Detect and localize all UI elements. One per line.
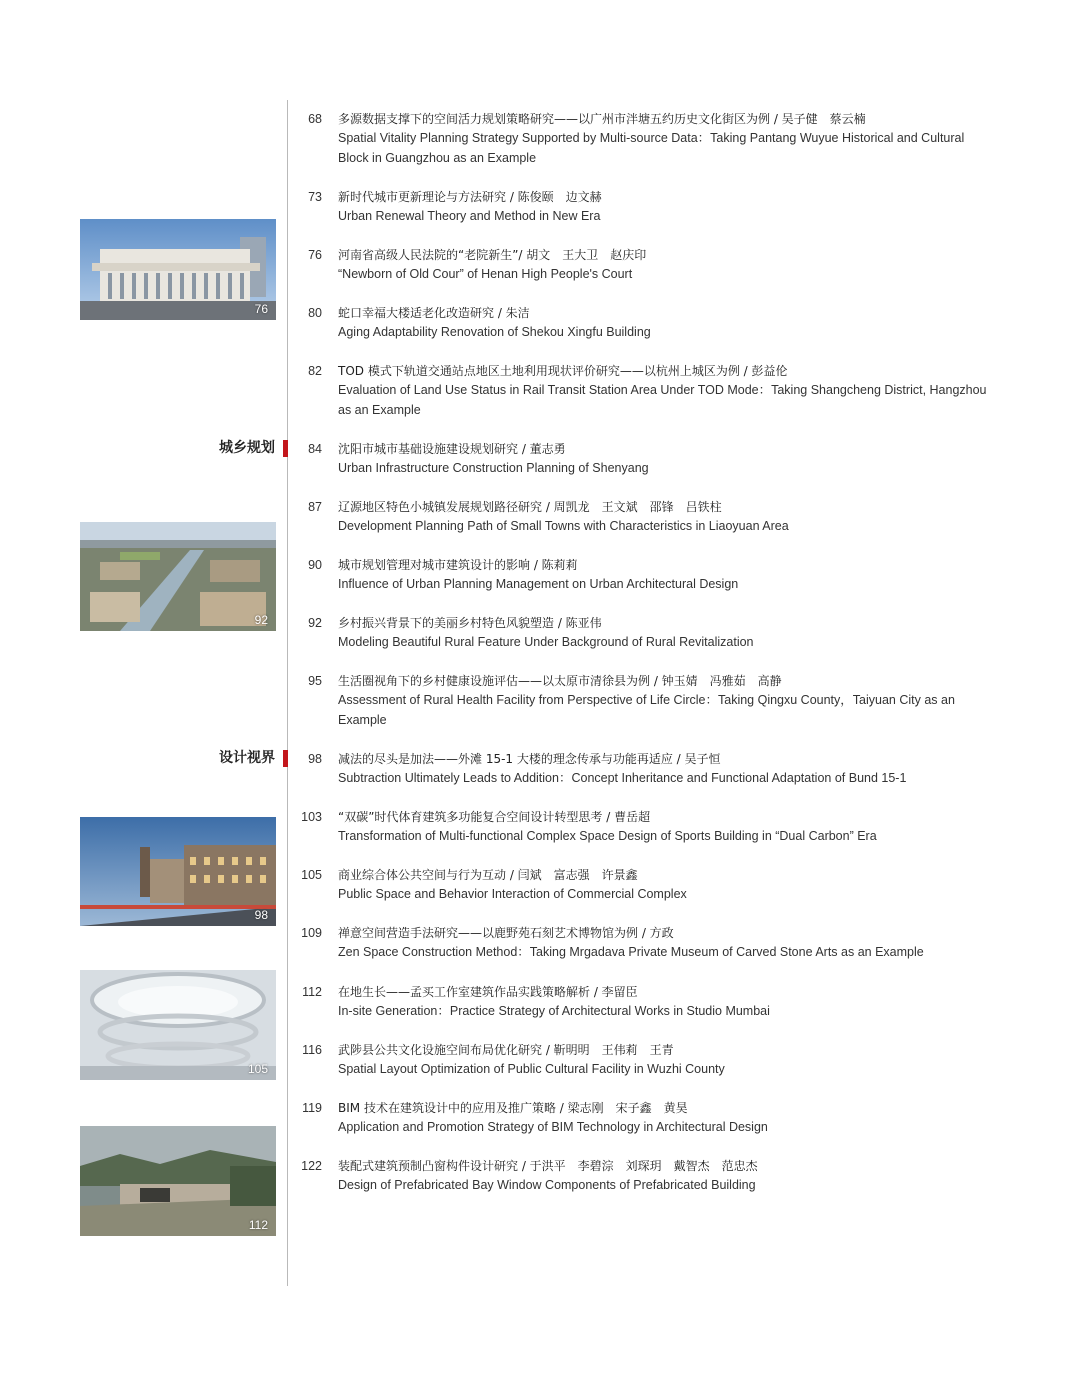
entry-page-number: 84 [308,442,322,456]
entry-title-zh: 河南省高级人民法院的“老院新生”/ 胡文 王大卫 赵庆印 [338,248,647,262]
entry-title-zh: 商业综合体公共空间与行为互动 / 闫斌 富志强 许景鑫 [338,868,638,882]
entry-title-zh: 减法的尽头是加法——外滩 15-1 大楼的理念传承与功能再适应 / 吴子恒 [338,752,721,766]
entry-title-zh: 禅意空间营造手法研究——以鹿野苑石刻艺术博物馆为例 / 方政 [338,926,674,940]
entry-title-zh: “双碳”时代体育建筑多功能复合空间设计转型思考 / 曹岳超 [338,810,651,824]
entry-title-en: Modeling Beautiful Rural Feature Under Background of Rural Revitalization [338,635,754,649]
entry-title-zh: 蛇口幸福大楼适老化改造研究 / 朱洁 [338,306,530,320]
thumbnail-court-building[interactable] [80,219,276,320]
entry-title-en: In-site Generation：Practice Strategy of Architectural Works in Studio Mumbai [338,1004,770,1018]
thumbnail-town-aerial[interactable] [80,522,276,631]
entry-title-en: Aging Adaptability Renovation of Shekou Xingfu Building [338,325,651,339]
bund-street-icon [80,817,276,926]
entry-title-en: Evaluation of Land Use Status in Rail Transit Station Area Under TOD Mode：Taking Shangcheng District, Hangzhou as an Example [338,383,987,417]
entry-page-number: 87 [308,500,322,514]
entry-title-zh: 城市规划管理对城市建筑设计的影响 / 陈莉莉 [338,558,578,572]
entry-title-en: Assessment of Rural Health Facility from Perspective of Life Circle：Taking Qingxu County，Taiyuan City as an Example [338,693,955,727]
entry-page-number: 76 [308,248,322,262]
town-aerial-icon [80,522,276,631]
thumbnail-page-number: 105 [247,1062,268,1076]
entry-page-number: 109 [301,926,322,940]
entry-title-en: Zen Space Construction Method：Taking Mrgadava Private Museum of Carved Stone Arts as an Example [338,945,924,959]
thumbnail-page-number: 112 [248,1218,268,1232]
entry-title-zh: TOD 模式下轨道交通站点地区土地利用现状评价研究——以杭州上城区为例 / 彭益伦 [338,364,788,378]
entry-page-number: 103 [301,810,322,824]
divider-line [287,100,288,1286]
stone-house-icon [80,1126,276,1236]
entry-page-number: 122 [301,1159,322,1173]
court-building-icon [80,219,276,320]
section-marker [283,750,288,767]
thumbnail-stone-house[interactable] [80,1126,276,1236]
entry-title-zh: 生活圈视角下的乡村健康设施评估——以太原市清徐县为例 / 钟玉婧 冯雅茹 高静 [338,674,782,688]
entry-title-en: Development Planning Path of Small Towns with Characteristics in Liaoyuan Area [338,519,789,533]
entry-page-number: 105 [301,868,322,882]
atrium-interior-icon [80,970,276,1080]
entry-title-zh: 在地生长——孟买工作室建筑作品实践策略解析 / 李留臣 [338,985,638,999]
entry-title-zh: 新时代城市更新理论与方法研究 / 陈俊颐 边文赫 [338,190,602,204]
entry-title-en: Spatial Vitality Planning Strategy Supported by Multi-source Data：Taking Pantang Wuyue Historical and Cultural Block in Guangzhou as an Example [338,131,965,165]
entry-title-en: Spatial Layout Optimization of Public Cultural Facility in Wuzhi County [338,1062,725,1076]
entry-page-number: 90 [308,558,322,572]
entry-title-en: “Newborn of Old Cour” of Henan High People's Court [338,267,633,281]
entry-title-en: Subtraction Ultimately Leads to Addition：Concept Inheritance and Functional Adaptation of Bund 15-1 [338,771,907,785]
entry-title-zh: 乡村振兴背景下的美丽乡村特色风貌塑造 / 陈亚伟 [338,616,602,630]
entry-title-en: Design of Prefabricated Bay Window Components of Prefabricated Building [338,1178,756,1192]
entry-page-number: 82 [308,364,322,378]
entry-page-number: 112 [302,985,322,999]
entry-title-en: Transformation of Multi-functional Complex Space Design of Sports Building in “Dual Carbon” Era [338,829,877,843]
thumbnail-page-number: 92 [254,613,268,627]
entry-title-en: Urban Renewal Theory and Method in New Era [338,209,601,223]
entry-page-number: 80 [308,306,322,320]
entry-title-zh: BIM 技术在建筑设计中的应用及推广策略 / 梁志刚 宋子鑫 黄昊 [338,1101,688,1115]
section-marker [283,440,288,457]
section-label-urban-rural-planning: 城乡规划 [219,440,275,456]
entry-title-en: Influence of Urban Planning Management on Urban Architectural Design [338,577,739,591]
entry-page-number: 92 [308,616,322,630]
entry-page-number: 68 [308,112,322,126]
entry-title-en: Application and Promotion Strategy of BIM Technology in Architectural Design [338,1120,768,1134]
entry-page-number: 73 [308,190,322,204]
entry-title-zh: 武陟县公共文化设施空间布局优化研究 / 靳明明 王伟莉 王青 [338,1043,674,1057]
entry-page-number: 98 [308,752,322,766]
entry-title-zh: 沈阳市城市基础设施建设规划研究 / 董志勇 [338,442,566,456]
thumbnail-page-number: 76 [254,302,268,316]
entry-page-number: 95 [308,674,322,688]
entry-title-en: Public Space and Behavior Interaction of Commercial Complex [338,887,687,901]
thumbnail-page-number: 98 [254,908,268,922]
entry-title-zh: 多源数据支撑下的空间活力规划策略研究——以广州市泮塘五约历史文化街区为例 / 吴子健 蔡云楠 [338,112,866,126]
entry-page-number: 116 [302,1043,322,1057]
entry-title-zh: 辽源地区特色小城镇发展规划路径研究 / 周凯龙 王文斌 邵锋 吕铁柱 [338,500,722,514]
section-label-design-vision: 设计视界 [219,750,275,766]
thumbnail-bund-street[interactable] [80,817,276,926]
entry-page-number: 119 [302,1101,322,1115]
entry-title-en: Urban Infrastructure Construction Planning of Shenyang [338,461,649,475]
thumbnail-atrium-interior[interactable] [80,970,276,1080]
entry-title-zh: 装配式建筑预制凸窗构件设计研究 / 于洪平 李碧淙 刘琛玥 戴智杰 范忠杰 [338,1159,758,1173]
